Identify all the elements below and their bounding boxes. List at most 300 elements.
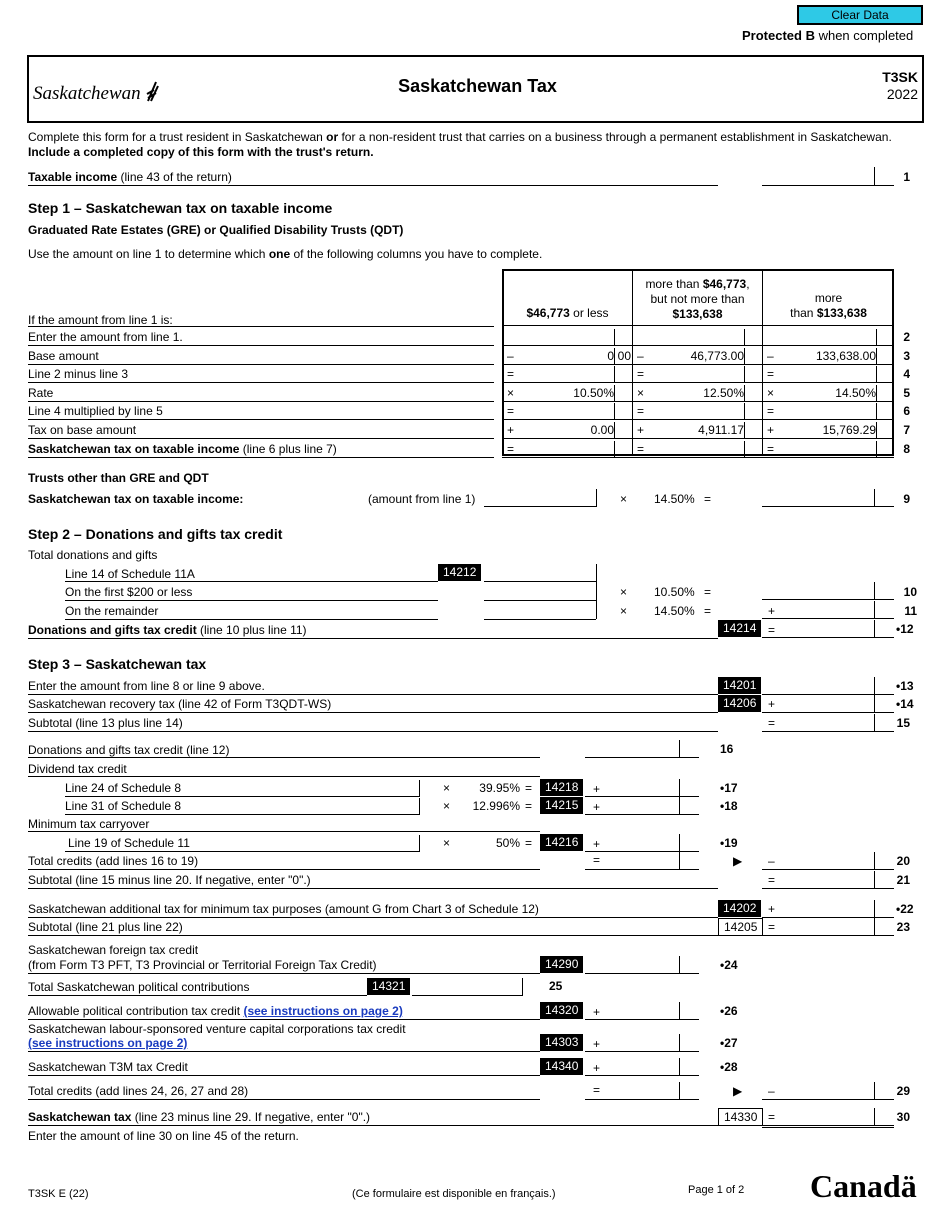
line-number: 6 [903, 404, 910, 419]
rate-label: 39.95% [479, 781, 520, 795]
rate-14-50: 14.50% [654, 604, 695, 618]
rule [28, 1051, 540, 1052]
line-number: 5 [903, 385, 910, 400]
line-number: 8 [903, 441, 910, 456]
line14-schedule-label: Line 14 of Schedule 11A [65, 567, 195, 581]
rule [28, 757, 540, 758]
field-code-14205: 14205 [718, 918, 763, 936]
line1-label [28, 170, 232, 184]
field-code-14303: 14303 [540, 1034, 583, 1051]
rule [28, 869, 540, 870]
rule [28, 712, 718, 713]
step1-instr-a: Use the amount on line 1 to determine which [28, 247, 269, 261]
line-number: 1 [903, 170, 910, 184]
line-number: 16 [720, 742, 734, 756]
cents-divider [744, 366, 745, 383]
bullet-mark: •22 [896, 902, 914, 916]
col2-amount: $46,773 [702, 277, 747, 291]
line-number: 14 [900, 697, 914, 711]
cents-divider [874, 900, 875, 917]
line-number: 4 [903, 367, 910, 382]
step2-heading: Step 2 – Donations and gifts tax credit [28, 526, 283, 542]
col2-but: but not more than [650, 292, 745, 306]
equals-sign: = [768, 1110, 776, 1124]
row-rule [28, 438, 494, 439]
operator-sign: × [507, 385, 515, 400]
amount-input[interactable] [585, 1082, 699, 1100]
bullet-mark: •19 [720, 836, 738, 850]
row-rule [28, 457, 494, 458]
amount-input[interactable] [585, 797, 699, 815]
cents-divider [744, 441, 745, 458]
bullet-mark: •13 [896, 679, 914, 693]
form-code: T3SK [882, 69, 918, 85]
trusts-heading: Trusts other than GRE and QDT [28, 471, 209, 485]
line1-cents-divider [874, 167, 875, 185]
col3-than: than [790, 306, 817, 320]
footer-french: (Ce formulaire est disponible en français.) [352, 1188, 556, 1200]
row-6-col2-field[interactable] [633, 403, 744, 419]
line21-label: Subtotal (line 15 minus line 20. If negative, enter "0".) [28, 873, 311, 887]
cents-divider [876, 385, 877, 402]
arrow-icon: ▶ [733, 1084, 743, 1098]
line17-label: Line 24 of Schedule 8 [65, 781, 182, 795]
row-label: Line 2 minus line 3 [28, 367, 129, 382]
cents-divider [874, 695, 875, 712]
row-rule [502, 457, 894, 458]
cents-divider [744, 348, 745, 365]
line-number: 26 [724, 1004, 738, 1018]
line-number: 17 [724, 781, 738, 795]
row-label [28, 442, 337, 456]
amount-input[interactable] [585, 956, 699, 974]
wheat-sheaf-icon [145, 80, 159, 102]
rule [65, 814, 419, 815]
cents-divider [876, 366, 877, 383]
rule [28, 995, 367, 996]
bullet-mark: •28 [720, 1060, 738, 1074]
line-number: 28 [724, 1060, 738, 1074]
cents-divider [874, 677, 875, 694]
cents-divider [744, 422, 745, 439]
cents-divider [614, 329, 615, 346]
row-5-col3-field: 14.50% [835, 385, 876, 400]
rate-label: 12.996% [472, 799, 520, 813]
row-3-col2-field: 46,773.00 [690, 348, 744, 363]
col2-upper: $133,638 [672, 307, 723, 321]
equals-sign: = [704, 492, 712, 506]
operator-sign: – [507, 348, 514, 363]
equals-sign: = [768, 873, 776, 887]
row-2-col3-field[interactable] [763, 329, 876, 345]
rule [28, 694, 718, 695]
amount-input[interactable] [585, 1002, 699, 1020]
line-number: 20 [896, 854, 910, 868]
line-number: 29 [896, 1084, 910, 1098]
cents-divider [874, 489, 875, 506]
equals-sign: = [525, 799, 533, 813]
cents-divider [874, 714, 875, 731]
line-number: 11 [904, 604, 917, 618]
rate-label: 50% [495, 836, 520, 850]
cents-divider [679, 956, 680, 973]
line9-input[interactable] [484, 489, 597, 507]
row-rule [28, 364, 494, 365]
line1-rule [28, 185, 718, 186]
row-8-col1-field[interactable] [503, 441, 614, 457]
line15-label: Subtotal (line 13 plus line 14) [28, 716, 183, 730]
times-sign: × [443, 836, 451, 850]
line24-label-sub: (from Form T3 PFT, T3 Provincial or Territorial Foreign Tax Credit) [28, 958, 377, 972]
rule [28, 1075, 540, 1076]
logo-text: Saskatchewan [33, 83, 141, 104]
operator-sign: × [637, 385, 645, 400]
cents-divider [679, 740, 680, 757]
plus-sign: + [768, 697, 776, 711]
see-instructions-link[interactable]: (see instructions on page 2) [243, 1004, 403, 1018]
field-code-14212: 14212 [438, 564, 481, 581]
amount-input[interactable] [585, 1058, 699, 1076]
row-2-col1-field[interactable] [503, 329, 614, 345]
line28-label: Saskatchewan T3M tax Credit [28, 1060, 188, 1074]
row-label-rest: (line 6 plus line 7) [239, 441, 337, 456]
times-sign: × [620, 585, 628, 599]
row-rule [28, 382, 494, 383]
cents-divider [876, 422, 877, 439]
plus-sign: + [768, 902, 776, 916]
row-8-col3-field[interactable] [763, 441, 876, 457]
intro-or: or [326, 130, 339, 144]
cents-divider [876, 329, 877, 346]
plus-sign: + [593, 1061, 601, 1075]
line-number: 3 [903, 348, 910, 363]
step1-instruction [28, 247, 542, 261]
field-code-14340: 14340 [540, 1058, 583, 1075]
cents-divider [679, 1058, 680, 1075]
cents-divider [874, 1108, 875, 1125]
remainder-label: On the remainder [65, 604, 159, 618]
equals-sign: = [768, 920, 776, 934]
rule [28, 917, 718, 918]
cents-divider [876, 441, 877, 458]
row-6-col1-field[interactable] [503, 403, 614, 419]
equals-sign: = [525, 781, 533, 795]
row-2-col2-field[interactable] [633, 329, 744, 345]
cents-divider [679, 797, 680, 814]
cents-divider [679, 779, 680, 796]
line16-label: Donations and gifts tax credit (line 12) [28, 743, 230, 757]
plus-sign: + [593, 837, 601, 851]
row-rule [28, 345, 494, 346]
row-label: Tax on base amount [28, 423, 137, 437]
row-rule [502, 345, 894, 346]
row-rule [502, 382, 894, 383]
field-code-14290: 14290 [540, 956, 583, 973]
col3-header [763, 291, 894, 321]
clear-data-button[interactable]: Clear Data [797, 5, 923, 25]
rule [28, 888, 718, 889]
line30-label [28, 1110, 370, 1124]
cents-divider [744, 403, 745, 420]
rate-10-50: 10.50% [654, 585, 695, 599]
col1-header [503, 306, 632, 320]
cents-divider [744, 385, 745, 402]
step1-heading: Step 1 – Saskatchewan tax on taxable income [28, 200, 333, 216]
operator-sign: = [637, 367, 645, 382]
line-number: 7 [903, 423, 910, 437]
row-7-col1-field: 0.00 [590, 423, 614, 437]
line-number: 10 [903, 585, 917, 599]
total-donations-label: Total donations and gifts [28, 548, 158, 562]
operator-sign: = [507, 441, 515, 456]
cents-divider [614, 422, 615, 439]
equals-sign: = [704, 604, 712, 618]
line26-text: Allowable political contribution tax credit [28, 1004, 244, 1018]
row-4-col1-field[interactable] [503, 366, 614, 382]
plus-sign: + [593, 782, 601, 796]
arrow-icon: ▶ [733, 854, 743, 868]
line13-label: Enter the amount from line 8 or line 9 above. [28, 679, 265, 693]
row-5-col1-field: 10.50% [573, 385, 614, 400]
line14-label: Saskatchewan recovery tax (line 42 of Form T3QDT-WS) [28, 697, 332, 711]
rate-table-header-rule [502, 325, 894, 326]
minus-sign: – [768, 854, 775, 868]
cents-divider [874, 871, 875, 888]
line-number: 25 [549, 979, 563, 993]
bullet-mark: •27 [720, 1036, 738, 1050]
step1-subheading: Graduated Rate Estates (GRE) or Qualified Disability Trusts (QDT) [28, 223, 404, 237]
rule [65, 619, 438, 620]
amount-input[interactable] [585, 740, 699, 758]
line18-label: Line 31 of Schedule 8 [65, 799, 182, 813]
field-code-14216: 14216 [540, 834, 583, 851]
field-code-14330: 14330 [718, 1108, 763, 1126]
operator-sign: – [767, 348, 774, 363]
row-label: Base amount [28, 348, 99, 363]
times-sign: × [443, 781, 451, 795]
col3-amount: $133,638 [816, 306, 867, 320]
row-rule [502, 438, 894, 439]
cents-divider [876, 348, 877, 365]
see-instructions-link[interactable]: (see instructions on page 2) [28, 1036, 188, 1050]
cents-divider [876, 403, 877, 420]
rule [28, 638, 718, 639]
field-code-17: 14218 [540, 779, 583, 796]
row-8-col2-field[interactable] [633, 441, 744, 457]
trusts-label: Saskatchewan tax on taxable income: [28, 492, 244, 506]
operator-sign: = [767, 367, 775, 382]
equals-sign: = [593, 853, 601, 867]
intro-text [28, 130, 892, 144]
protected-b-rest: when completed [814, 28, 914, 43]
minus-sign: – [768, 1084, 775, 1098]
line20-label: Total credits (add lines 16 to 19) [28, 854, 199, 868]
donations-credit-bold: Donations and gifts tax credit [28, 623, 197, 637]
line24-label: Saskatchewan foreign tax credit [28, 943, 199, 957]
cents-divider [874, 918, 875, 935]
rule [65, 796, 419, 797]
line29-label: Total credits (add lines 24, 26, 27 and 28) [28, 1084, 249, 1098]
form-year: 2022 [886, 86, 918, 102]
line-number: 24 [724, 958, 738, 972]
operator-sign: + [507, 423, 515, 437]
form-title: Saskatchewan Tax [398, 76, 557, 96]
line26-label [28, 1004, 403, 1018]
dividend-label: Dividend tax credit [28, 762, 127, 776]
intro-part-a: Complete this form for a trust resident in Saskatchewan [28, 130, 327, 144]
amount-input[interactable] [585, 1034, 699, 1052]
line27-label: Saskatchewan labour-sponsored venture capital corporations tax credit [28, 1022, 406, 1036]
field-divider [419, 780, 420, 797]
intro-part-b: for a non-resident trust that carries on a business through a permanent establishment in Saskatchewan. [338, 130, 892, 144]
equals-sign: = [525, 836, 533, 850]
field-code-14214: 14214 [718, 620, 761, 637]
field-code-14320: 14320 [540, 1002, 583, 1019]
step1-instr-b: of the following columns you have to complete. [290, 247, 543, 261]
row-rule [502, 419, 894, 420]
cents-divider [874, 601, 875, 618]
rule [28, 935, 718, 936]
amount-input[interactable] [585, 834, 699, 852]
operator-sign: = [507, 367, 515, 382]
intro-include: Include a completed copy of this form with the trust's return. [28, 145, 374, 159]
row-5-col2-field: 12.50% [703, 385, 744, 400]
cents-divider [679, 852, 680, 869]
equals-sign: = [768, 623, 776, 637]
times-sign: × [443, 799, 451, 813]
bullet-mark: •24 [720, 958, 738, 972]
line30-bold: Saskatchewan tax [28, 1110, 132, 1124]
line-number: 30 [896, 1110, 910, 1124]
rule [28, 1099, 540, 1100]
row-label: Enter the amount from line 1. [28, 330, 183, 344]
base-cents: 00 [617, 348, 631, 363]
equals-sign: = [768, 716, 776, 730]
row-rule [28, 419, 494, 420]
bullet-mark: •12 [896, 622, 914, 636]
line14-input[interactable] [484, 564, 596, 582]
line25-label: Total Saskatchewan political contributions [28, 980, 250, 994]
operator-sign: = [637, 441, 645, 456]
step1-instr-one: one [268, 247, 291, 261]
line19-label: Line 19 of Schedule 11 [68, 836, 190, 850]
col2-comma: , [746, 277, 750, 291]
if-amount-label: If the amount from line 1 is: [28, 313, 173, 327]
cents-divider [614, 366, 615, 383]
protected-b-label [742, 28, 913, 43]
line25-input[interactable] [412, 978, 523, 996]
amount-input[interactable] [585, 779, 699, 797]
donations-credit-label [28, 623, 307, 637]
plus-sign: + [593, 1037, 601, 1051]
cents-divider [614, 385, 615, 402]
row-label: Line 4 multiplied by line 5 [28, 404, 163, 419]
line1-label-bold: Taxable income [28, 170, 118, 184]
line-number: 2 [903, 330, 910, 344]
row-4-col2-field[interactable] [633, 366, 744, 382]
operator-sign: = [767, 441, 775, 456]
amount-input[interactable] [585, 852, 699, 870]
plus-sign: + [768, 604, 776, 618]
row-label-bold: Saskatchewan tax on taxable income [28, 441, 240, 456]
equals-sign: = [704, 585, 712, 599]
bullet-mark [720, 742, 733, 756]
cents-divider [874, 620, 875, 637]
rule [484, 600, 596, 601]
field-divider [419, 798, 420, 815]
operator-sign: × [767, 385, 775, 400]
operator-sign: + [767, 423, 775, 437]
row-3-col3-field: 133,638.00 [815, 348, 876, 363]
table-row-rule [28, 326, 494, 327]
step3-heading: Step 3 – Saskatchewan tax [28, 656, 207, 672]
row-6-col3-field[interactable] [763, 403, 876, 419]
bullet-mark: •18 [720, 799, 738, 813]
plus-sign: + [593, 1005, 601, 1019]
times-sign: × [620, 492, 628, 506]
first-200-label: On the first $200 or less [65, 585, 193, 599]
canada-wordmark: Canadä [810, 1168, 917, 1204]
bracket-line [596, 564, 597, 619]
footer-page: Page 1 of 2 [688, 1184, 745, 1196]
trusts-from: (amount from line 1) [368, 492, 476, 506]
col1-amount: $46,773 [526, 306, 570, 320]
rule [65, 581, 438, 582]
rule [65, 851, 419, 852]
min-tax-label: Minimum tax carryover [28, 817, 150, 831]
trusts-rate: 14.50% [654, 492, 695, 506]
cents-divider [874, 1082, 875, 1099]
rule [65, 600, 438, 601]
operator-sign: – [637, 348, 644, 363]
row-4-col3-field[interactable] [763, 366, 876, 382]
bullet-mark: •26 [720, 1004, 738, 1018]
field-divider [419, 835, 420, 852]
col2-header [633, 277, 762, 322]
cents-divider [614, 441, 615, 458]
row-rule [28, 401, 494, 402]
cents-divider [679, 1002, 680, 1019]
line-number: 12 [900, 622, 914, 636]
line-number: 19 [724, 836, 738, 850]
rule [28, 731, 718, 732]
equals-sign: = [593, 1083, 601, 1097]
line1-label-rest: (line 43 of the return) [117, 170, 232, 184]
enter-line45-label: Enter the amount of line 30 on line 45 of the return. [28, 1129, 299, 1143]
rule [28, 973, 540, 974]
bullet-mark: •14 [896, 697, 914, 711]
cents-divider [874, 852, 875, 869]
col1-rest: or less [569, 306, 609, 320]
field-code-18: 14215 [540, 797, 583, 814]
cents-divider [874, 582, 875, 599]
cents-divider [614, 403, 615, 420]
saskatchewan-logo [33, 80, 159, 105]
protected-b-strong: Protected B [742, 28, 815, 43]
line23-label: Subtotal (line 21 plus line 22) [28, 920, 183, 934]
donations-credit-rest: (line 10 plus line 11) [196, 623, 307, 637]
rule [28, 776, 540, 777]
line-number: 9 [903, 492, 910, 506]
rule [28, 1019, 540, 1020]
operator-sign: = [507, 404, 515, 419]
plus-sign: + [593, 800, 601, 814]
cents-divider [679, 1082, 680, 1099]
cents-divider [679, 834, 680, 851]
operator-sign: + [637, 423, 645, 437]
line-number: 22 [900, 902, 914, 916]
row-label: Rate [28, 385, 54, 400]
